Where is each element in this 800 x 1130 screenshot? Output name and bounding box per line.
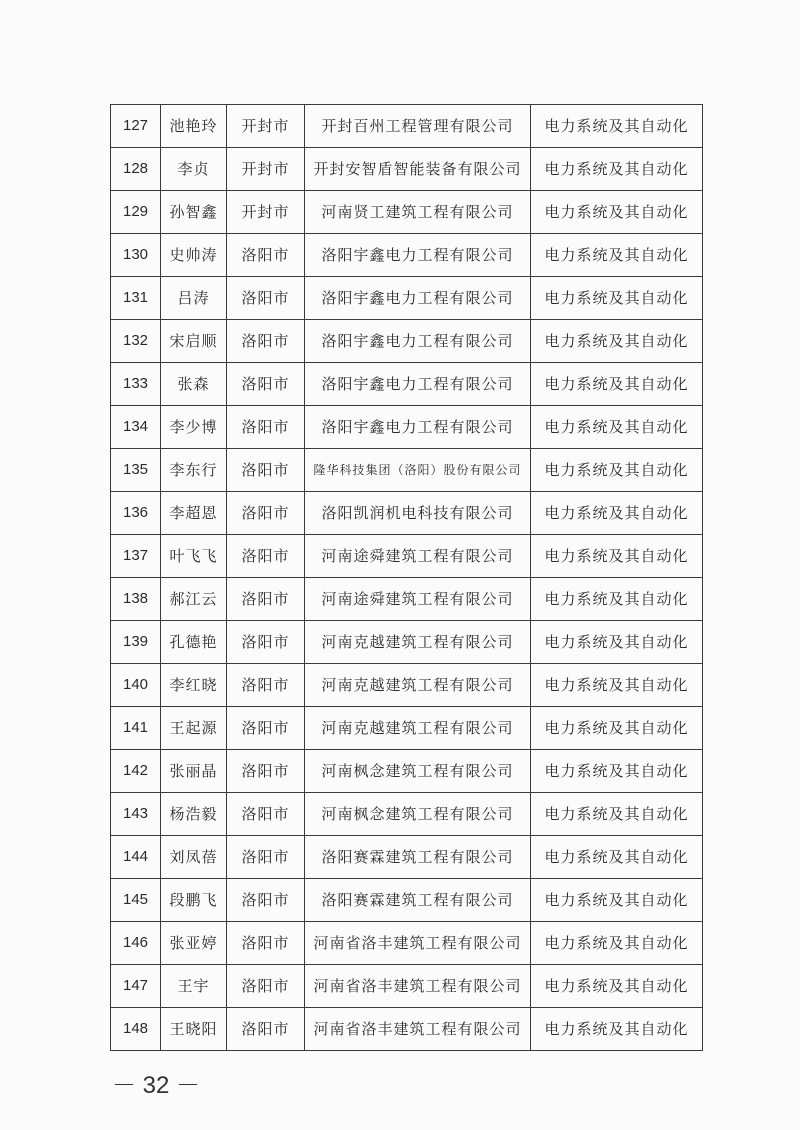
city-cell: 开封市 [227, 105, 305, 148]
city-cell: 洛阳市 [227, 922, 305, 965]
major-cell: 电力系统及其自动化 [531, 449, 703, 492]
row-number-cell: 145 [111, 879, 161, 922]
row-number-cell: 132 [111, 320, 161, 363]
row-number-cell: 133 [111, 363, 161, 406]
table-row [111, 320, 703, 363]
row-number-cell: 130 [111, 234, 161, 277]
major-cell: 电力系统及其自动化 [531, 535, 703, 578]
major-cell: 电力系统及其自动化 [531, 965, 703, 1008]
major-cell: 电力系统及其自动化 [531, 234, 703, 277]
major-cell: 电力系统及其自动化 [531, 363, 703, 406]
table-row [111, 535, 703, 578]
city-cell: 洛阳市 [227, 535, 305, 578]
company-cell: 开封百州工程管理有限公司 [305, 105, 531, 148]
major-cell: 电力系统及其自动化 [531, 750, 703, 793]
major-cell: 电力系统及其自动化 [531, 836, 703, 879]
table-row [111, 922, 703, 965]
person-name-cell: 宋启顺 [161, 320, 227, 363]
row-number-cell: 141 [111, 707, 161, 750]
row-number-cell: 142 [111, 750, 161, 793]
person-name-cell: 张丽晶 [161, 750, 227, 793]
table-row [111, 621, 703, 664]
row-number-cell: 138 [111, 578, 161, 621]
city-cell: 洛阳市 [227, 449, 305, 492]
row-number-cell: 146 [111, 922, 161, 965]
major-cell: 电力系统及其自动化 [531, 492, 703, 535]
row-number-cell: 127 [111, 105, 161, 148]
row-number-cell: 135 [111, 449, 161, 492]
major-cell: 电力系统及其自动化 [531, 793, 703, 836]
city-cell: 洛阳市 [227, 879, 305, 922]
major-cell: 电力系统及其自动化 [531, 191, 703, 234]
city-cell: 洛阳市 [227, 664, 305, 707]
person-name-cell: 李东行 [161, 449, 227, 492]
person-name-cell: 孔德艳 [161, 621, 227, 664]
city-cell: 开封市 [227, 148, 305, 191]
city-cell: 开封市 [227, 191, 305, 234]
major-cell: 电力系统及其自动化 [531, 621, 703, 664]
person-name-cell: 段鹏飞 [161, 879, 227, 922]
city-cell: 洛阳市 [227, 750, 305, 793]
company-cell: 河南省洛丰建筑工程有限公司 [305, 965, 531, 1008]
table-row [111, 406, 703, 449]
city-cell: 洛阳市 [227, 965, 305, 1008]
major-cell: 电力系统及其自动化 [531, 578, 703, 621]
company-cell: 河南克越建筑工程有限公司 [305, 664, 531, 707]
major-cell: 电力系统及其自动化 [531, 105, 703, 148]
table-row [111, 750, 703, 793]
table-row [111, 105, 703, 148]
person-name-cell: 李超恩 [161, 492, 227, 535]
row-number-cell: 136 [111, 492, 161, 535]
table-row [111, 879, 703, 922]
city-cell: 洛阳市 [227, 320, 305, 363]
company-cell: 河南枫念建筑工程有限公司 [305, 793, 531, 836]
table-row [111, 578, 703, 621]
major-cell: 电力系统及其自动化 [531, 320, 703, 363]
table-row [111, 148, 703, 191]
city-cell: 洛阳市 [227, 621, 305, 664]
person-name-cell: 王晓阳 [161, 1008, 227, 1051]
row-number-cell: 134 [111, 406, 161, 449]
major-cell: 电力系统及其自动化 [531, 406, 703, 449]
table-row [111, 449, 703, 492]
person-name-cell: 李少博 [161, 406, 227, 449]
personnel-table [110, 104, 703, 1051]
major-cell: 电力系统及其自动化 [531, 277, 703, 320]
table-row [111, 234, 703, 277]
person-name-cell: 刘凤蓓 [161, 836, 227, 879]
page-number: － 32 － [112, 1072, 201, 1099]
table-row [111, 277, 703, 320]
table-row [111, 363, 703, 406]
person-name-cell: 杨浩毅 [161, 793, 227, 836]
person-name-cell: 郝江云 [161, 578, 227, 621]
row-number-cell: 131 [111, 277, 161, 320]
city-cell: 洛阳市 [227, 707, 305, 750]
row-number-cell: 129 [111, 191, 161, 234]
person-name-cell: 池艳玲 [161, 105, 227, 148]
company-cell: 洛阳赛霖建筑工程有限公司 [305, 879, 531, 922]
company-cell: 河南贤工建筑工程有限公司 [305, 191, 531, 234]
row-number-cell: 143 [111, 793, 161, 836]
company-cell: 河南枫念建筑工程有限公司 [305, 750, 531, 793]
company-cell: 开封安智盾智能装备有限公司 [305, 148, 531, 191]
person-name-cell: 叶飞飞 [161, 535, 227, 578]
city-cell: 洛阳市 [227, 277, 305, 320]
company-cell: 洛阳宇鑫电力工程有限公司 [305, 406, 531, 449]
table-row [111, 191, 703, 234]
row-number-cell: 139 [111, 621, 161, 664]
person-name-cell: 孙智鑫 [161, 191, 227, 234]
table-row [111, 664, 703, 707]
company-cell: 洛阳凯润机电科技有限公司 [305, 492, 531, 535]
company-cell: 洛阳宇鑫电力工程有限公司 [305, 277, 531, 320]
company-cell: 洛阳宇鑫电力工程有限公司 [305, 320, 531, 363]
table-row [111, 836, 703, 879]
person-name-cell: 王起源 [161, 707, 227, 750]
row-number-cell: 128 [111, 148, 161, 191]
company-cell: 洛阳宇鑫电力工程有限公司 [305, 234, 531, 277]
company-cell: 河南途舜建筑工程有限公司 [305, 578, 531, 621]
city-cell: 洛阳市 [227, 793, 305, 836]
person-name-cell: 史帅涛 [161, 234, 227, 277]
company-cell: 河南克越建筑工程有限公司 [305, 707, 531, 750]
row-number-cell: 148 [111, 1008, 161, 1051]
row-number-cell: 137 [111, 535, 161, 578]
company-cell: 河南省洛丰建筑工程有限公司 [305, 922, 531, 965]
row-number-cell: 144 [111, 836, 161, 879]
table-row [111, 492, 703, 535]
person-name-cell: 李红晓 [161, 664, 227, 707]
table-row [111, 1008, 703, 1051]
company-cell: 河南克越建筑工程有限公司 [305, 621, 531, 664]
person-name-cell: 李贞 [161, 148, 227, 191]
person-name-cell: 王宇 [161, 965, 227, 1008]
person-name-cell: 张亚婷 [161, 922, 227, 965]
company-cell: 洛阳赛霖建筑工程有限公司 [305, 836, 531, 879]
city-cell: 洛阳市 [227, 234, 305, 277]
city-cell: 洛阳市 [227, 578, 305, 621]
city-cell: 洛阳市 [227, 1008, 305, 1051]
city-cell: 洛阳市 [227, 406, 305, 449]
company-cell: 河南省洛丰建筑工程有限公司 [305, 1008, 531, 1051]
company-cell: 隆华科技集团（洛阳）股份有限公司 [305, 449, 531, 492]
row-number-cell: 147 [111, 965, 161, 1008]
major-cell: 电力系统及其自动化 [531, 707, 703, 750]
major-cell: 电力系统及其自动化 [531, 664, 703, 707]
table-row [111, 965, 703, 1008]
major-cell: 电力系统及其自动化 [531, 879, 703, 922]
major-cell: 电力系统及其自动化 [531, 1008, 703, 1051]
city-cell: 洛阳市 [227, 492, 305, 535]
major-cell: 电力系统及其自动化 [531, 922, 703, 965]
major-cell: 电力系统及其自动化 [531, 148, 703, 191]
table-row [111, 707, 703, 750]
company-cell: 河南途舜建筑工程有限公司 [305, 535, 531, 578]
row-number-cell: 140 [111, 664, 161, 707]
person-name-cell: 吕涛 [161, 277, 227, 320]
city-cell: 洛阳市 [227, 363, 305, 406]
personnel-table-body [111, 105, 703, 1051]
table-row [111, 793, 703, 836]
city-cell: 洛阳市 [227, 836, 305, 879]
person-name-cell: 张森 [161, 363, 227, 406]
company-cell: 洛阳宇鑫电力工程有限公司 [305, 363, 531, 406]
